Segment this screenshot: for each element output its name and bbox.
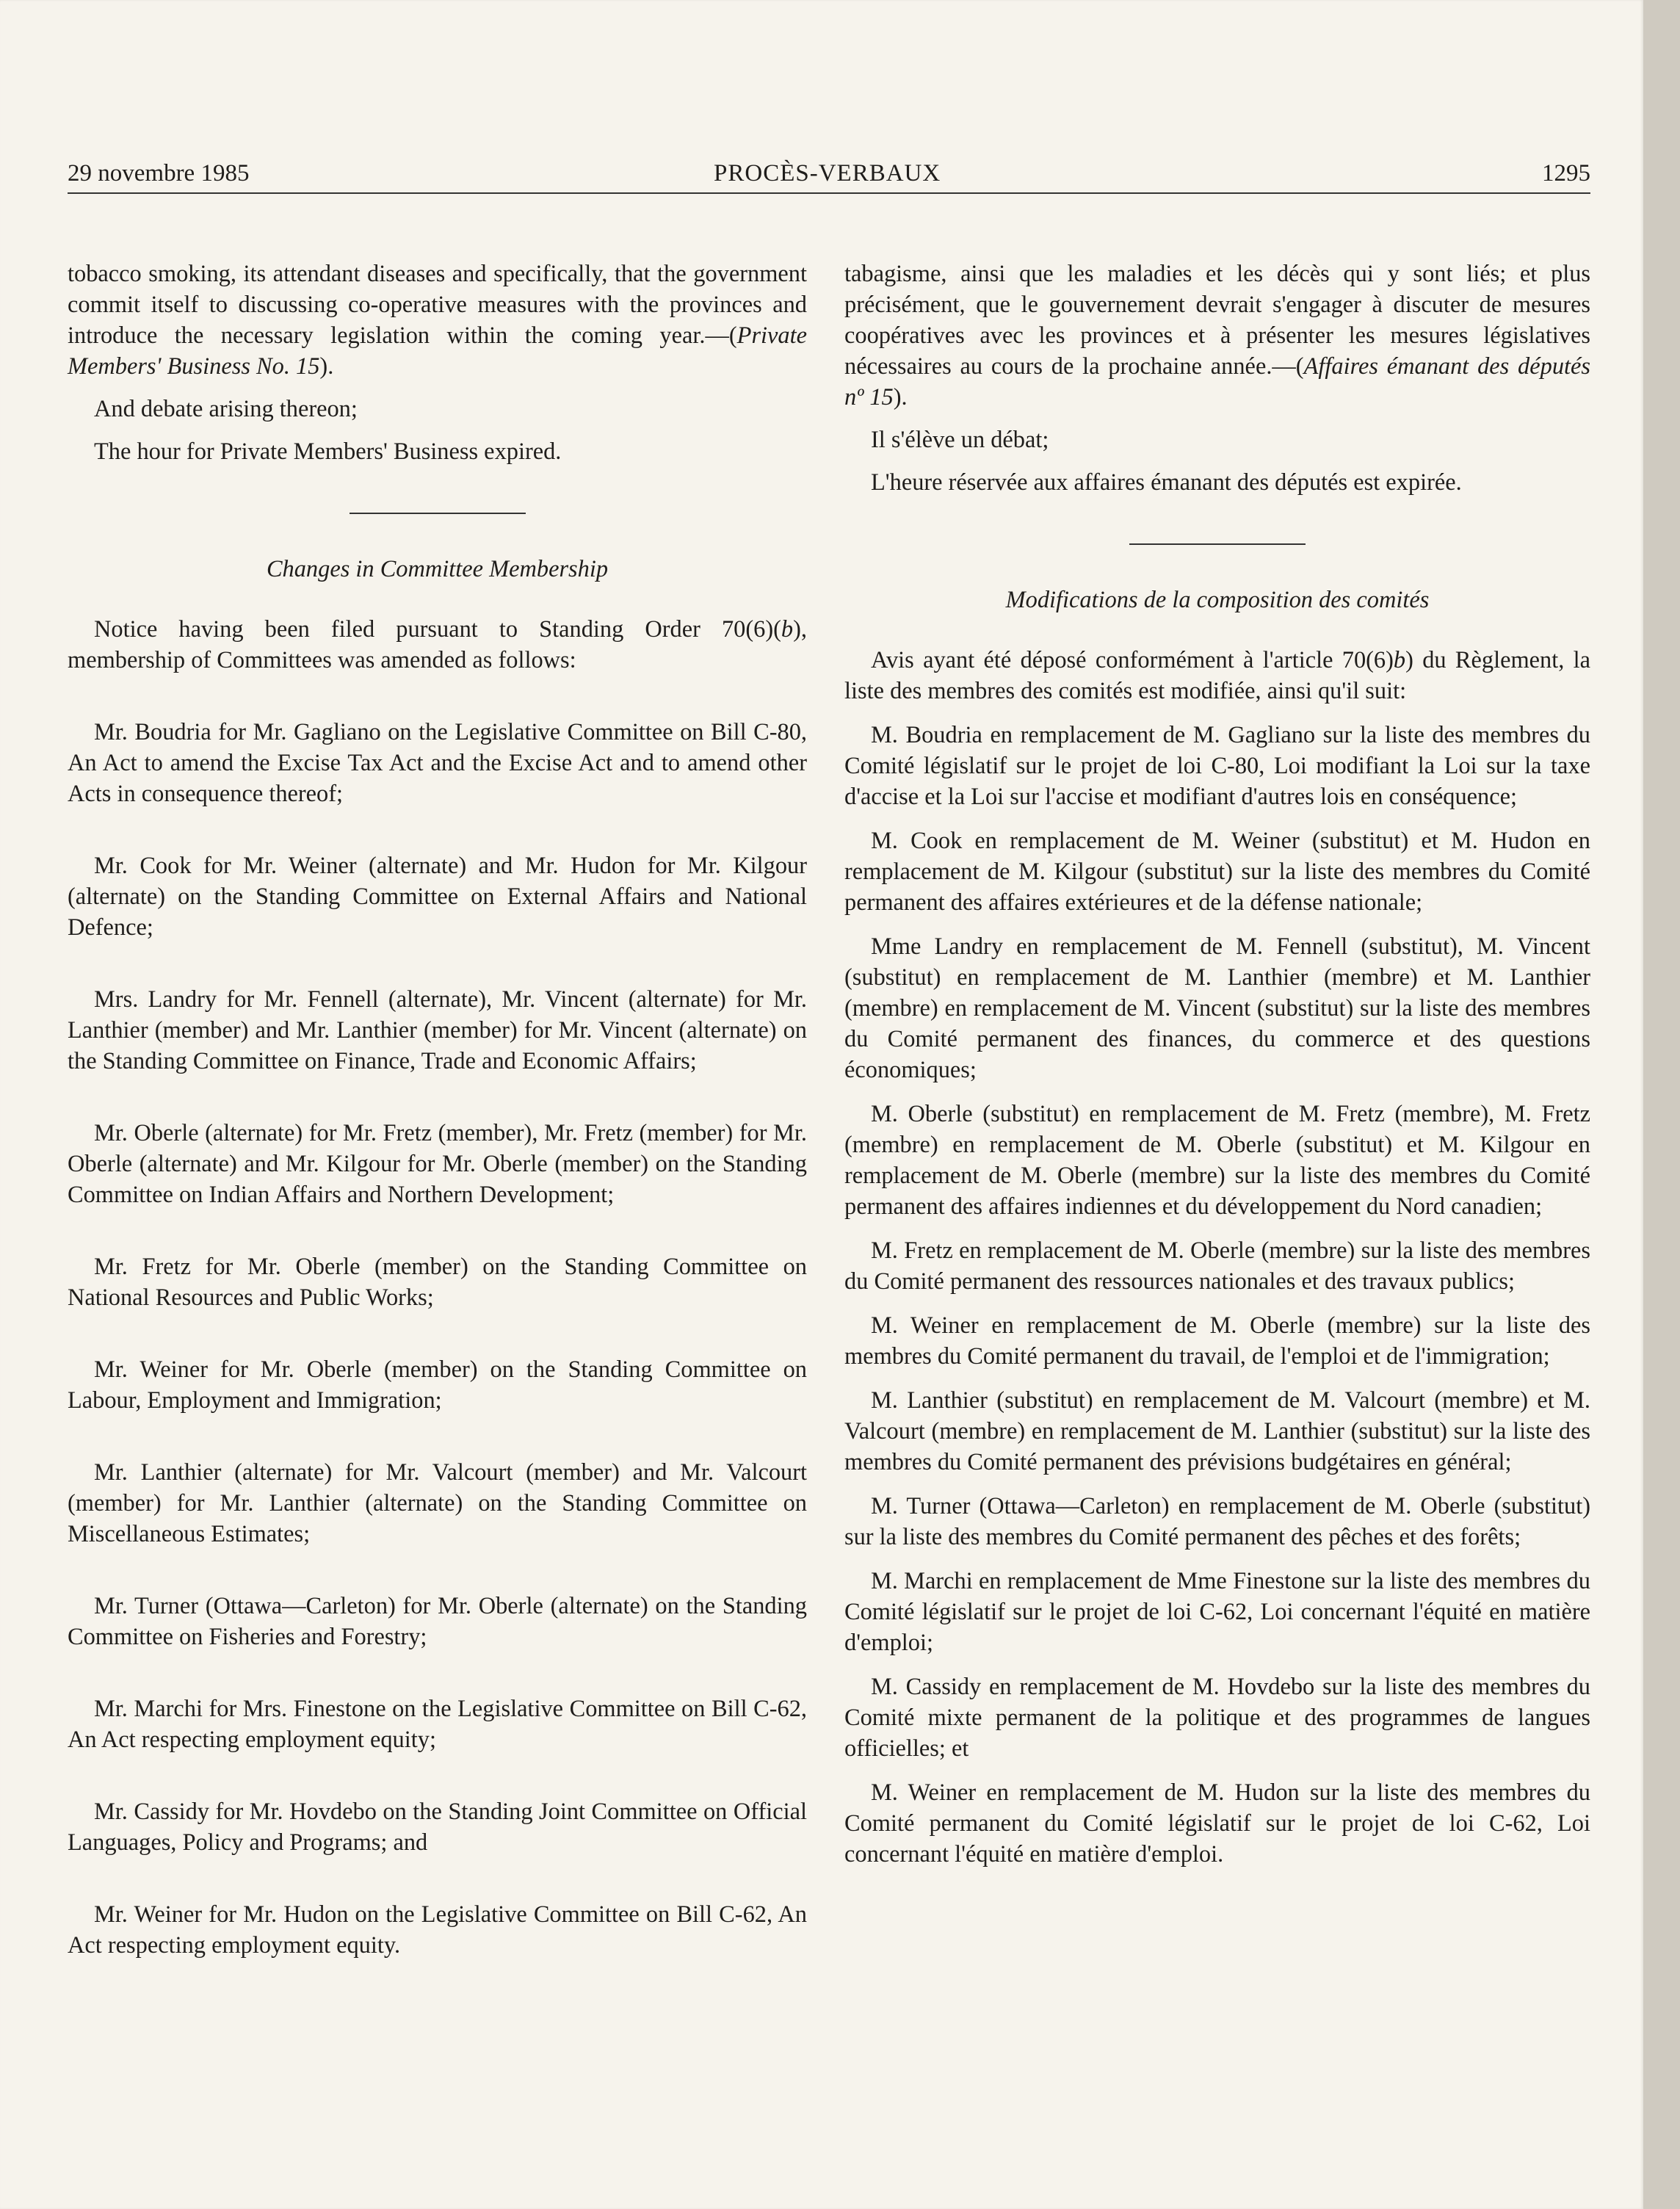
section-divider — [350, 513, 526, 514]
header-title: PROCÈS-VERBAUX — [714, 160, 941, 187]
french-notice: Avis ayant été déposé conformément à l'article 70(6)b) du Règlement, la liste des membres des comités est modifiée, ainsi qu'il suit: — [844, 647, 1591, 704]
french-change-item: M. Oberle (substitut) en remplacement de M. Fretz (membre), M. Fretz (membre) en remplacement de M. Oberle (substitut) et M. Kilgour en remplacement de M. Oberle (membre) sur la liste des membres du Comité permanent des affaires indiennes et du développement du Nord canadien; — [844, 1101, 1590, 1220]
french-change-item: M. Marchi en remplacement de Mme Finestone sur la liste des membres du Comité législatif sur le projet de loi C-62, Loi concernant l'équité en matière d'emploi; — [844, 1568, 1590, 1656]
french-change-item: M. Boudria en remplacement de M. Gagliano sur la liste des membres du Comité législatif sur le projet de loi C-80, Loi modifiant la Loi sur la taxe d'accise et la Loi sur l'accise et modifiant d'autres lois en conséquence; — [844, 722, 1590, 810]
english-notice: Notice having been filed pursuant to Standing Order 70(6)(b), membership of Committees was amended as follows: — [68, 616, 807, 673]
page-edge — [1643, 0, 1680, 2209]
french-change-item: M. Weiner en remplacement de M. Oberle (membre) sur la liste des membres du Comité permanent du travail, de l'emploi et de l'immigration; — [844, 1312, 1590, 1370]
english-intro: tobacco smoking, its attendant diseases and specifically, that the government commit itself to discussing co-operative measures with the provinces and introduce the necessary legislation within the coming year.—(Private Members' Business No. 15). — [68, 261, 807, 380]
french-intro: tabagisme, ainsi que les maladies et les décès qui y sont liés; et plus précisément, que le gouvernement devrait s'engager à discuter de mesures coopératives avec les provinces et à présenter les mesures législatives nécessaires au cours de la prochaine année.—(Affaires émanant des députés nº 15). — [844, 261, 1590, 411]
french-change-item: Mme Landry en remplacement de M. Fennell (substitut), M. Vincent (substitut) en remplacement de M. Lanthier (membre) et M. Lanthier (membre) en remplacement de M. Vincent (substitut) sur la liste des membres du Comité permanent des finances, du commerce et des questions économiques; — [844, 933, 1590, 1083]
english-change-item: Mr. Marchi for Mrs. Finestone on the Legislative Committee on Bill C-62, An Act respecting employment equity; — [68, 1696, 807, 1753]
french-expired: L'heure réservée aux affaires émanant des députés est expirée. — [871, 469, 1462, 496]
header-date: 29 novembre 1985 — [68, 160, 250, 187]
french-debate: Il s'élève un débat; — [871, 427, 1049, 453]
english-section-heading: Changes in Committee Membership — [266, 556, 609, 582]
english-change-item: Mr. Cassidy for Mr. Hovdebo on the Standing Joint Committee on Official Languages, Policy and Programs; and — [68, 1798, 807, 1856]
english-change-item: Mr. Oberle (alternate) for Mr. Fretz (member), Mr. Fretz (member) for Mr. Oberle (alternate) and Mr. Kilgour for Mr. Oberle (member) on the Standing Committee on Indian Affairs and Northern Development; — [68, 1120, 807, 1208]
french-change-item: M. Fretz en remplacement de M. Oberle (membre) sur la liste des membres du Comité permanent des ressources nationales et des travaux publics; — [844, 1237, 1590, 1295]
section-divider — [1129, 543, 1306, 545]
english-change-item: Mr. Turner (Ottawa—Carleton) for Mr. Oberle (alternate) on the Standing Committee on Fisheries and Forestry; — [68, 1593, 807, 1650]
english-change-item: Mrs. Landry for Mr. Fennell (alternate), Mr. Vincent (alternate) for Mr. Lanthier (member) and Mr. Lanthier (member) for Mr. Vincent (alternate) on the Standing Committee on Finance, Trade and Economic Affairs; — [68, 986, 807, 1074]
english-change-item: Mr. Boudria for Mr. Gagliano on the Legislative Committee on Bill C-80, An Act to amend the Excise Tax Act and the Excise Act and to amend other Acts in consequence thereof; — [68, 719, 807, 807]
page-header — [68, 156, 1590, 194]
french-section-heading: Modifications de la composition des comités — [1005, 587, 1430, 613]
french-change-item: M. Lanthier (substitut) en remplacement de M. Valcourt (membre) et M. Valcourt (membre) en remplacement de M. Lanthier (substitut) sur la liste des membres du Comité permanent des prévisions budgétaires en général; — [844, 1387, 1590, 1475]
french-intro-reference: Affaires émanant des députés nº 15 — [844, 353, 1590, 411]
english-expired: The hour for Private Members' Business expired. — [94, 438, 562, 465]
english-change-item: Mr. Cook for Mr. Weiner (alternate) and Mr. Hudon for Mr. Kilgour (alternate) on the Standing Committee on External Affairs and National Defence; — [68, 853, 807, 941]
french-change-item: M. Cassidy en remplacement de M. Hovdebo sur la liste des membres du Comité mixte permanent de la politique et des programmes de langues officielles; et — [844, 1674, 1590, 1762]
english-column — [68, 258, 807, 1961]
french-change-item: M. Weiner en remplacement de M. Hudon sur la liste des membres du Comité permanent du Comité législatif sur le projet de loi C-62, Loi concernant l'équité en matière d'emploi. — [844, 1779, 1590, 1868]
english-debate: And debate arising thereon; — [94, 396, 358, 422]
english-change-item: Mr. Lanthier (alternate) for Mr. Valcourt (member) and Mr. Valcourt (member) for Mr. Lanthier (alternate) on the Standing Committee on Miscellaneous Estimates; — [68, 1459, 807, 1547]
french-change-item: M. Turner (Ottawa—Carleton) en remplacement de M. Oberle (substitut) sur la liste des membres du Comité permanent des pêches et des forêts; — [844, 1493, 1590, 1550]
english-intro-reference: Private Members' Business No. 15 — [68, 322, 807, 380]
english-change-item: Mr. Weiner for Mr. Hudon on the Legislative Committee on Bill C-62, An Act respecting employment equity. — [68, 1901, 807, 1959]
english-change-item: Mr. Fretz for Mr. Oberle (member) on the Standing Committee on National Resources and Public Works; — [68, 1254, 807, 1311]
french-change-item: M. Cook en remplacement de M. Weiner (substitut) et M. Hudon en remplacement de M. Kilgour (substitut) sur la liste des membres du Comité permanent des affaires extérieures et de la défense nationale; — [844, 828, 1590, 916]
french-column — [844, 258, 1590, 1870]
header-page-number: 1295 — [1542, 160, 1590, 187]
english-change-item: Mr. Weiner for Mr. Oberle (member) on the Standing Committee on Labour, Employment and Immigration; — [68, 1356, 807, 1414]
